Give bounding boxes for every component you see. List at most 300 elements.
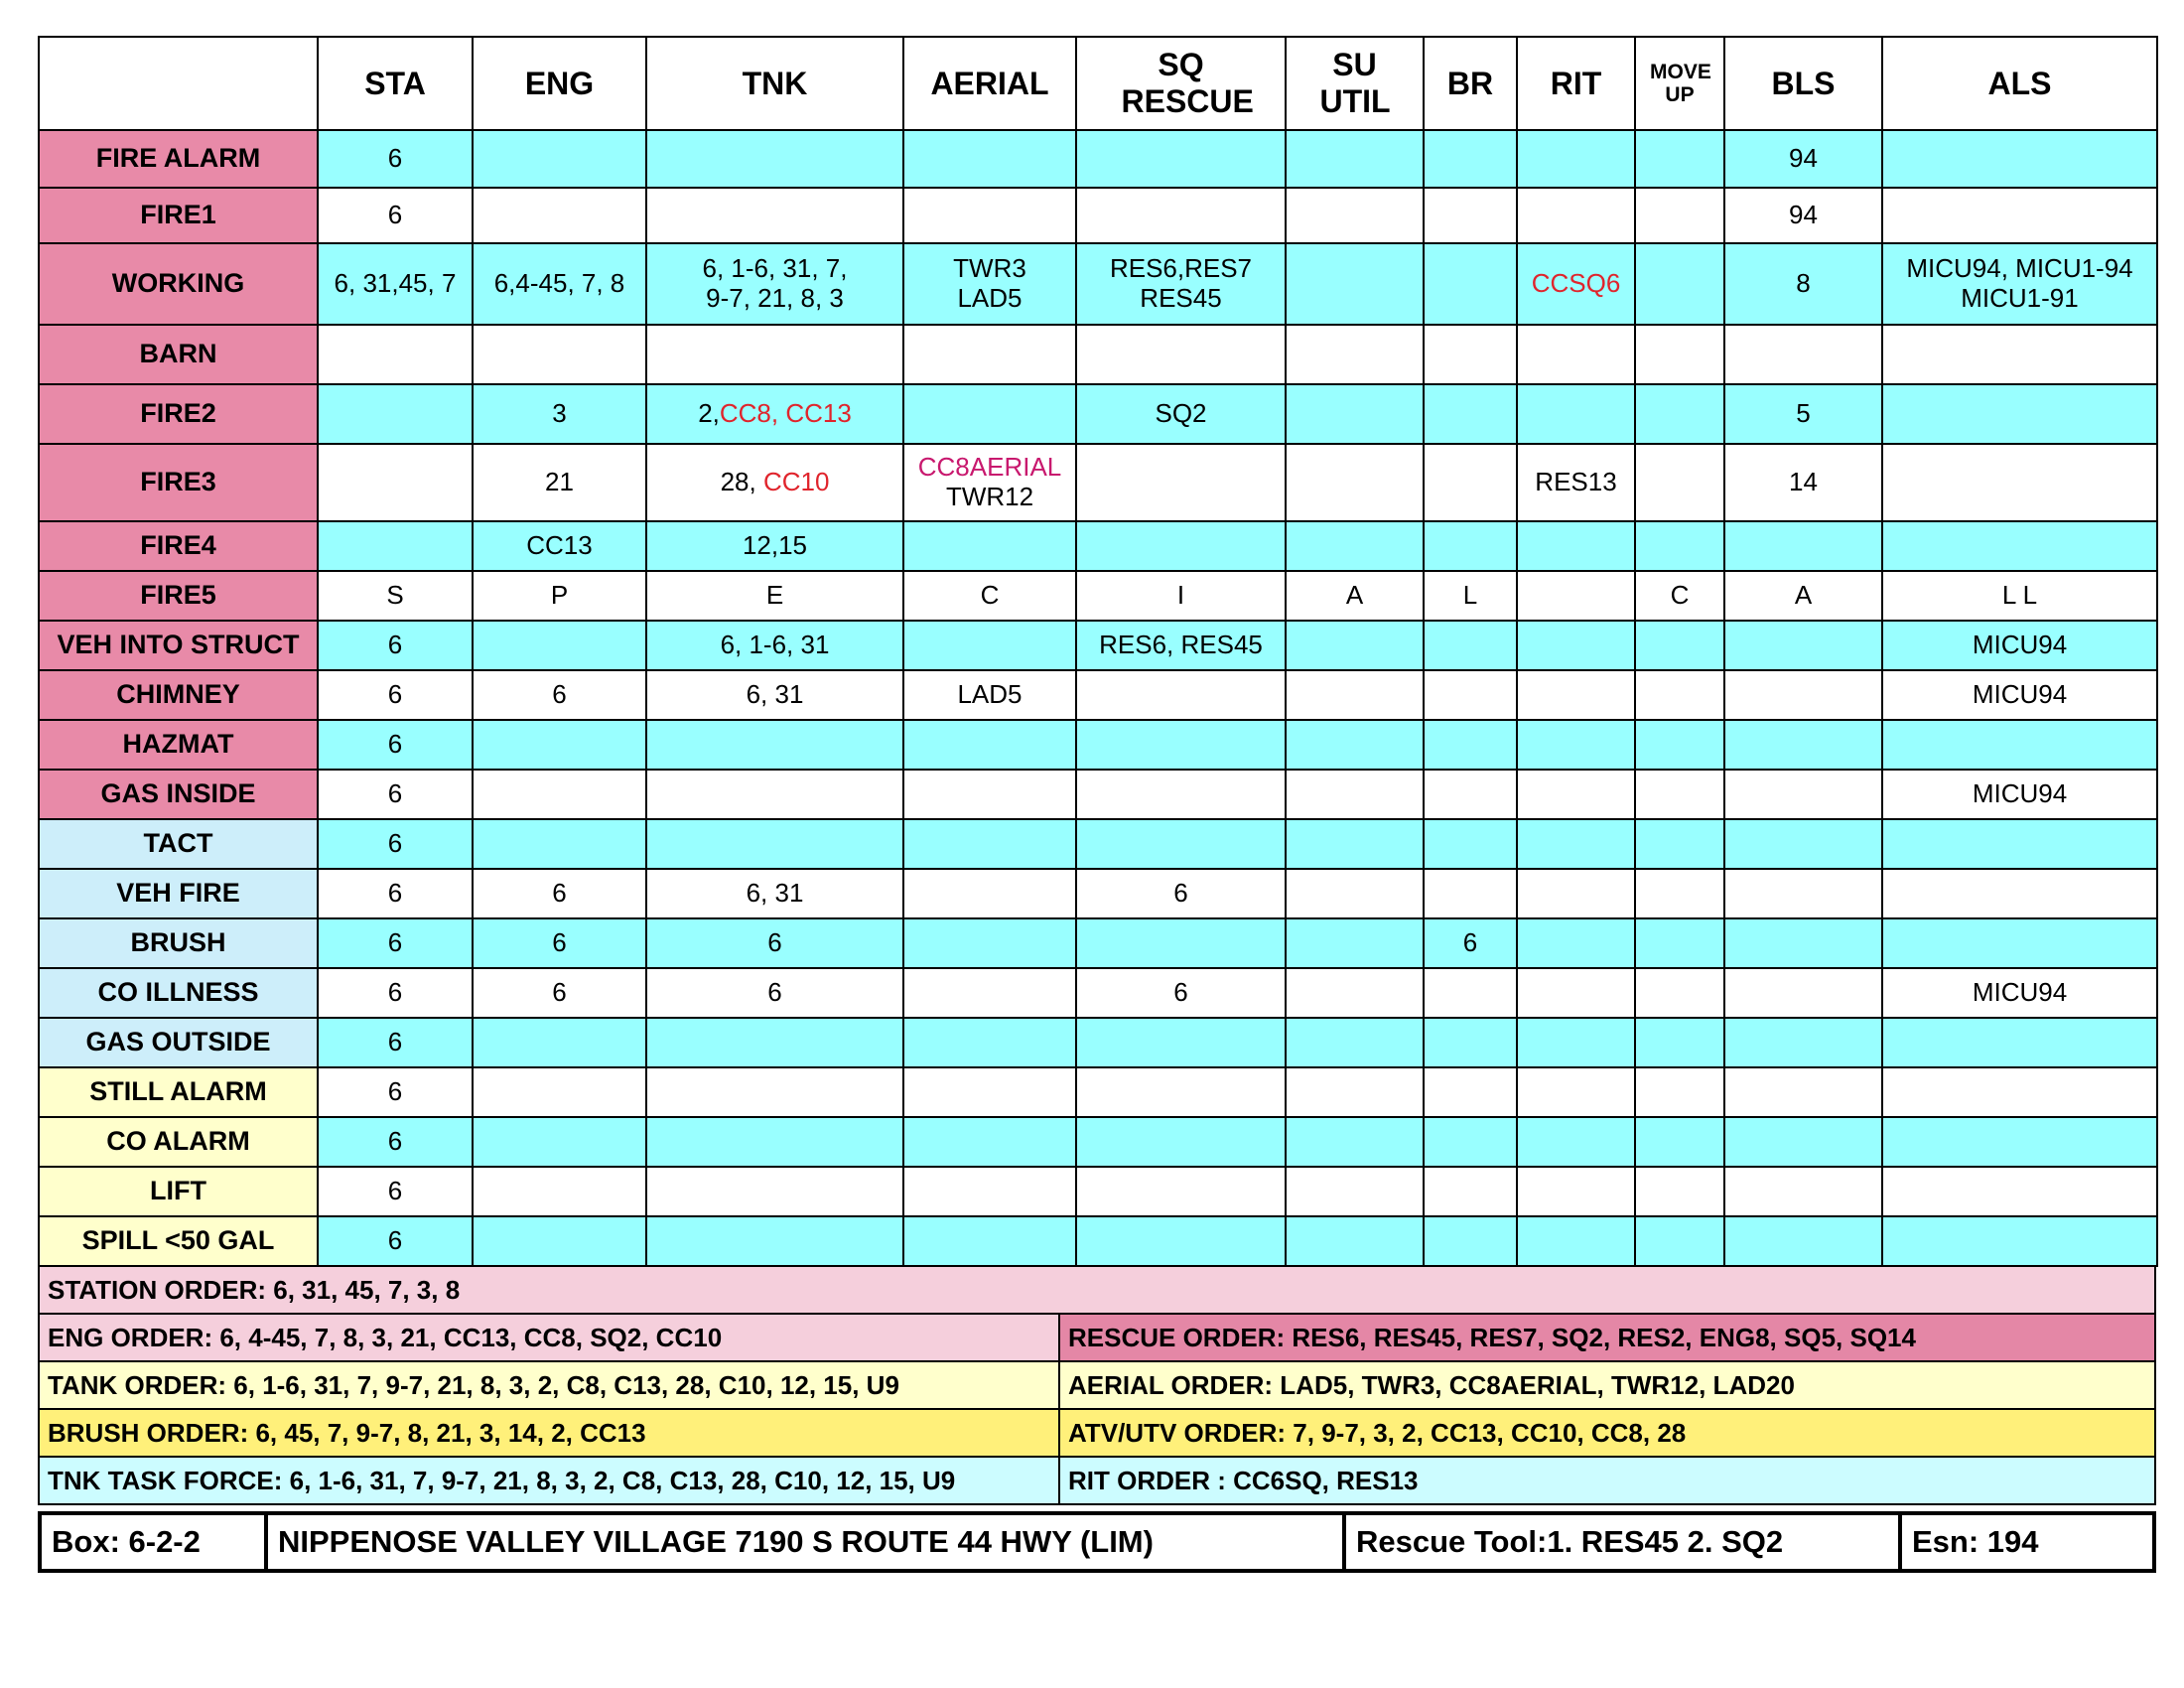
cell-bls xyxy=(1724,918,1882,968)
cell-text: 6 xyxy=(387,977,403,1008)
table-row xyxy=(39,1167,2157,1216)
cell-text-red: CC10 xyxy=(762,467,830,497)
cell-rit xyxy=(1517,1067,1635,1117)
table-row xyxy=(39,384,2157,444)
table-row xyxy=(39,770,2157,819)
cell-aerial xyxy=(903,243,1076,325)
cell-rit xyxy=(1517,130,1635,188)
cell-bls xyxy=(1724,521,1882,571)
cell-text-magenta: CC8AERIAL xyxy=(917,452,1062,483)
cell-als xyxy=(1882,770,2157,819)
cell-tnk xyxy=(646,243,903,325)
cell-br xyxy=(1424,384,1517,444)
cell-sq-rescue xyxy=(1076,571,1286,621)
cell-text: P xyxy=(550,580,569,611)
cell-eng xyxy=(473,325,646,384)
cell-text: 6 xyxy=(1173,878,1188,909)
cell-aerial xyxy=(903,444,1076,521)
cell-als xyxy=(1882,621,2157,670)
cell-text: 6, 31 xyxy=(746,878,804,909)
cell-bls xyxy=(1724,384,1882,444)
table-row xyxy=(39,720,2157,770)
cell-text: 3 xyxy=(552,398,567,429)
cell-su-util xyxy=(1286,1216,1424,1266)
cell-move-up xyxy=(1635,670,1724,720)
cell-move-up xyxy=(1635,1067,1724,1117)
col-header-eng: ENG xyxy=(473,37,646,130)
row-label: VEH INTO STRUCT xyxy=(39,621,318,670)
cell-rit xyxy=(1517,1018,1635,1067)
cell-su-util xyxy=(1286,444,1424,521)
cell-br xyxy=(1424,1216,1517,1266)
table-row xyxy=(39,670,2157,720)
cell-text: RES6, RES45 xyxy=(1099,630,1263,660)
orders-row-1 xyxy=(38,1315,2156,1362)
cell-sq-rescue xyxy=(1076,869,1286,918)
cell-als xyxy=(1882,1117,2157,1167)
cell-aerial xyxy=(903,521,1076,571)
cell-aerial xyxy=(903,130,1076,188)
table-row xyxy=(39,1117,2157,1167)
col-header-bls: BLS xyxy=(1724,37,1882,130)
cell-text: 8 xyxy=(1796,268,1811,299)
cell-text: RES6,RES7 RES45 xyxy=(1109,253,1253,313)
cell-text: 14 xyxy=(1789,467,1818,497)
cell-move-up xyxy=(1635,243,1724,325)
cell-text: 6 xyxy=(387,1225,403,1256)
cell-aerial xyxy=(903,571,1076,621)
cell-bls xyxy=(1724,325,1882,384)
cell-su-util xyxy=(1286,869,1424,918)
cell-tnk xyxy=(646,621,903,670)
cell-rit xyxy=(1517,770,1635,819)
cell-text: 6,4-45, 7, 8 xyxy=(493,268,625,299)
cell-sta xyxy=(318,444,473,521)
cell-tnk xyxy=(646,819,903,869)
cell-eng xyxy=(473,968,646,1018)
cell-sq-rescue xyxy=(1076,918,1286,968)
cell-tnk xyxy=(646,869,903,918)
cell-text: I xyxy=(1176,580,1185,611)
cell-move-up xyxy=(1635,188,1724,243)
cell-aerial xyxy=(903,1167,1076,1216)
row-label: FIRE5 xyxy=(39,571,318,621)
cell-text: 6 xyxy=(387,1076,403,1107)
cell-br xyxy=(1424,130,1517,188)
cell-text: MICU94 xyxy=(1972,679,2068,710)
cell-sq-rescue xyxy=(1076,1067,1286,1117)
cell-br xyxy=(1424,571,1517,621)
cell-br xyxy=(1424,1018,1517,1067)
cell-aerial xyxy=(903,384,1076,444)
cell-text: 6 xyxy=(387,1126,403,1157)
cell-bls xyxy=(1724,444,1882,521)
cell-text: MICU94 xyxy=(1972,630,2068,660)
cell-sta xyxy=(318,1167,473,1216)
cell-text: RES13 xyxy=(1535,467,1617,497)
cell-aerial xyxy=(903,1067,1076,1117)
cell-als xyxy=(1882,968,2157,1018)
cell-text: 2, xyxy=(698,398,720,429)
cell-tnk xyxy=(646,1018,903,1067)
cell-bls xyxy=(1724,243,1882,325)
cell-eng xyxy=(473,1216,646,1266)
cell-br xyxy=(1424,819,1517,869)
cell-text: TWR12 xyxy=(945,482,1034,511)
cell-tnk xyxy=(646,770,903,819)
table-row xyxy=(39,621,2157,670)
cell-move-up xyxy=(1635,571,1724,621)
cell-text: 6 xyxy=(552,679,567,710)
cell-tnk xyxy=(646,521,903,571)
cell-sq-rescue xyxy=(1076,130,1286,188)
cell-sta xyxy=(318,325,473,384)
cell-tnk xyxy=(646,968,903,1018)
cell-rit xyxy=(1517,571,1635,621)
col-header-sta: STA xyxy=(318,37,473,130)
cell-rit xyxy=(1517,670,1635,720)
row-label: GAS OUTSIDE xyxy=(39,1018,318,1067)
cell-text: 6 xyxy=(387,1027,403,1057)
cell-aerial xyxy=(903,1018,1076,1067)
cell-rit xyxy=(1517,444,1635,521)
cell-als xyxy=(1882,918,2157,968)
cell-rit xyxy=(1517,621,1635,670)
cell-rit xyxy=(1517,819,1635,869)
cell-bls xyxy=(1724,1067,1882,1117)
cell-eng xyxy=(473,770,646,819)
cell-text: 6 xyxy=(552,927,567,958)
cell-sta xyxy=(318,918,473,968)
cell-bls xyxy=(1724,869,1882,918)
cell-sta xyxy=(318,621,473,670)
cell-br xyxy=(1424,188,1517,243)
cell-rit xyxy=(1517,869,1635,918)
cell-eng xyxy=(473,130,646,188)
cell-su-util xyxy=(1286,1167,1424,1216)
cell-tnk xyxy=(646,720,903,770)
cell-move-up xyxy=(1635,720,1724,770)
cell-text: C xyxy=(1670,580,1690,611)
cell-als xyxy=(1882,243,2157,325)
cell-su-util xyxy=(1286,918,1424,968)
cell-bls xyxy=(1724,621,1882,670)
table-row xyxy=(39,444,2157,521)
orders-row-2 xyxy=(38,1362,2156,1410)
cell-aerial xyxy=(903,819,1076,869)
cell-text: 6, 31,45, 7 xyxy=(334,268,457,299)
cell-eng xyxy=(473,1067,646,1117)
cell-eng xyxy=(473,869,646,918)
cell-aerial xyxy=(903,188,1076,243)
cell-aerial xyxy=(903,869,1076,918)
cell-rit xyxy=(1517,521,1635,571)
cell-move-up xyxy=(1635,325,1724,384)
cell-text: 6 xyxy=(387,828,403,859)
cell-tnk xyxy=(646,1216,903,1266)
cell-su-util xyxy=(1286,325,1424,384)
col-header-su-util: SU UTIL xyxy=(1286,37,1424,130)
cell-als xyxy=(1882,1167,2157,1216)
brush-order: BRUSH ORDER: 6, 45, 7, 9-7, 8, 21, 3, 14, 2, CC13 xyxy=(38,1410,1060,1458)
cell-br xyxy=(1424,1167,1517,1216)
cell-sta xyxy=(318,1067,473,1117)
cell-sq-rescue xyxy=(1076,243,1286,325)
cell-move-up xyxy=(1635,869,1724,918)
cell-text: 6, 1-6, 31 xyxy=(720,630,830,660)
cell-als xyxy=(1882,720,2157,770)
cell-text: 6 xyxy=(1173,977,1188,1008)
cell-rit xyxy=(1517,325,1635,384)
cell-aerial xyxy=(903,621,1076,670)
cell-bls xyxy=(1724,819,1882,869)
cell-sta xyxy=(318,968,473,1018)
col-header-aerial: AERIAL xyxy=(903,37,1076,130)
cell-br xyxy=(1424,670,1517,720)
cell-als xyxy=(1882,130,2157,188)
cell-eng xyxy=(473,444,646,521)
cell-sta xyxy=(318,819,473,869)
cell-tnk xyxy=(646,444,903,521)
cell-rit xyxy=(1517,968,1635,1018)
row-label: STILL ALARM xyxy=(39,1067,318,1117)
row-label: FIRE2 xyxy=(39,384,318,444)
cell-su-util xyxy=(1286,720,1424,770)
cell-sq-rescue xyxy=(1076,188,1286,243)
cell-text: 6 xyxy=(387,927,403,958)
row-label: CO ALARM xyxy=(39,1117,318,1167)
cell-tnk xyxy=(646,384,903,444)
row-label: LIFT xyxy=(39,1167,318,1216)
footer-bar xyxy=(38,1511,2156,1573)
cell-als xyxy=(1882,571,2157,621)
cell-rit xyxy=(1517,1216,1635,1266)
cell-rit xyxy=(1517,720,1635,770)
cell-text: CC13 xyxy=(526,530,593,561)
station-order: STATION ORDER: 6, 31, 45, 7, 3, 8 xyxy=(38,1267,2156,1315)
cell-su-util xyxy=(1286,819,1424,869)
cell-eng xyxy=(473,819,646,869)
header-row xyxy=(39,37,2157,130)
cell-br xyxy=(1424,243,1517,325)
cell-move-up xyxy=(1635,384,1724,444)
table-row xyxy=(39,1216,2157,1266)
row-label: BARN xyxy=(39,325,318,384)
cell-eng xyxy=(473,384,646,444)
cell-su-util xyxy=(1286,130,1424,188)
cell-bls xyxy=(1724,1117,1882,1167)
eng-order: ENG ORDER: 6, 4-45, 7, 8, 3, 21, CC13, CC8, SQ2, CC10 xyxy=(38,1315,1060,1362)
cell-sta xyxy=(318,720,473,770)
cell-eng xyxy=(473,720,646,770)
location-address: NIPPENOSE VALLEY VILLAGE 7190 S ROUTE 44 HWY (LIM) xyxy=(268,1515,1346,1569)
cell-sq-rescue xyxy=(1076,1018,1286,1067)
cell-move-up xyxy=(1635,1018,1724,1067)
cell-tnk xyxy=(646,918,903,968)
cell-bls xyxy=(1724,571,1882,621)
cell-als xyxy=(1882,819,2157,869)
cell-su-util xyxy=(1286,621,1424,670)
cell-bls xyxy=(1724,670,1882,720)
row-label: CHIMNEY xyxy=(39,670,318,720)
cell-bls xyxy=(1724,1216,1882,1266)
cell-sta xyxy=(318,869,473,918)
cell-sq-rescue xyxy=(1076,521,1286,571)
cell-move-up xyxy=(1635,521,1724,571)
cell-rit xyxy=(1517,384,1635,444)
cell-text: E xyxy=(765,580,784,611)
cell-su-util xyxy=(1286,521,1424,571)
row-label: FIRE3 xyxy=(39,444,318,521)
cell-br xyxy=(1424,720,1517,770)
cell-sta xyxy=(318,243,473,325)
cell-sq-rescue xyxy=(1076,670,1286,720)
cell-text: 6 xyxy=(387,778,403,809)
cell-text: 6 xyxy=(387,630,403,660)
cell-sta xyxy=(318,1018,473,1067)
cell-move-up xyxy=(1635,1167,1724,1216)
table-row xyxy=(39,819,2157,869)
cell-br xyxy=(1424,968,1517,1018)
col-header-rit: RIT xyxy=(1517,37,1635,130)
row-label: FIRE4 xyxy=(39,521,318,571)
cell-text: SQ2 xyxy=(1155,398,1207,429)
row-label: FIRE ALARM xyxy=(39,130,318,188)
cell-als xyxy=(1882,869,2157,918)
esn-number: Esn: 194 xyxy=(1912,1524,2039,1559)
col-header-als: ALS xyxy=(1882,37,2157,130)
cell-als xyxy=(1882,521,2157,571)
cell-text: C xyxy=(980,580,1000,611)
cell-br xyxy=(1424,770,1517,819)
cell-sta xyxy=(318,188,473,243)
cell-rit xyxy=(1517,243,1635,325)
cell-eng xyxy=(473,1167,646,1216)
cell-tnk xyxy=(646,1167,903,1216)
row-label: SPILL <50 GAL xyxy=(39,1216,318,1266)
cell-text: 6 xyxy=(767,927,782,958)
cell-rit xyxy=(1517,188,1635,243)
row-label: HAZMAT xyxy=(39,720,318,770)
cell-bls xyxy=(1724,188,1882,243)
cell-text: MICU94 xyxy=(1972,977,2068,1008)
cell-eng xyxy=(473,918,646,968)
cell-su-util xyxy=(1286,243,1424,325)
cell-sq-rescue xyxy=(1076,325,1286,384)
cell-eng xyxy=(473,621,646,670)
cell-move-up xyxy=(1635,819,1724,869)
box-number: Box: 6-2-2 xyxy=(42,1515,268,1569)
cell-sta xyxy=(318,521,473,571)
cell-eng xyxy=(473,521,646,571)
cell-br xyxy=(1424,918,1517,968)
cell-text: 6 xyxy=(1462,927,1478,958)
cell-aerial xyxy=(903,325,1076,384)
cell-move-up xyxy=(1635,918,1724,968)
cell-text: A xyxy=(1794,580,1813,611)
cell-text: 94 xyxy=(1789,143,1818,174)
table-row xyxy=(39,571,2157,621)
cell-aerial xyxy=(903,918,1076,968)
cell-als xyxy=(1882,1018,2157,1067)
cell-text: 6 xyxy=(387,1176,403,1206)
rescue-order: RESCUE ORDER: RES6, RES45, RES7, SQ2, RES2, ENG8, SQ5, SQ14 xyxy=(1060,1315,2156,1362)
cell-br xyxy=(1424,1067,1517,1117)
row-label: GAS INSIDE xyxy=(39,770,318,819)
cell-aerial xyxy=(903,968,1076,1018)
cell-move-up xyxy=(1635,770,1724,819)
cell-move-up xyxy=(1635,444,1724,521)
cell-rit xyxy=(1517,918,1635,968)
cell-text: 5 xyxy=(1796,398,1811,429)
tank-order: TANK ORDER: 6, 1-6, 31, 7, 9-7, 21, 8, 3, 2, C8, C13, 28, C10, 12, 15, U9 xyxy=(38,1362,1060,1410)
cell-text: 6 xyxy=(387,679,403,710)
cell-eng xyxy=(473,243,646,325)
cell-text: 12,15 xyxy=(742,530,808,561)
cell-sta xyxy=(318,384,473,444)
cell-br xyxy=(1424,621,1517,670)
cell-bls xyxy=(1724,968,1882,1018)
cell-text: TWR3 LAD5 xyxy=(953,253,1026,313)
row-label: CO ILLNESS xyxy=(39,968,318,1018)
cell-als xyxy=(1882,325,2157,384)
cell-br xyxy=(1424,325,1517,384)
col-header-sq-rescue: SQ RESCUE xyxy=(1076,37,1286,130)
cell-sta xyxy=(318,770,473,819)
cell-als xyxy=(1882,1216,2157,1266)
cell-su-util xyxy=(1286,770,1424,819)
cell-move-up xyxy=(1635,130,1724,188)
cell-als xyxy=(1882,1067,2157,1117)
table-row xyxy=(39,1018,2157,1067)
cell-text: 28, xyxy=(720,467,763,497)
cell-tnk xyxy=(646,325,903,384)
cell-su-util xyxy=(1286,1018,1424,1067)
cell-text: 6, 31 xyxy=(746,679,804,710)
cell-text: S xyxy=(386,580,404,611)
cell-sq-rescue xyxy=(1076,968,1286,1018)
cell-text: 6 xyxy=(387,729,403,760)
cell-sq-rescue xyxy=(1076,621,1286,670)
row-label: FIRE1 xyxy=(39,188,318,243)
col-header-blank xyxy=(39,37,318,130)
table-row xyxy=(39,325,2157,384)
orders-row-4 xyxy=(38,1458,2156,1505)
cell-bls xyxy=(1724,130,1882,188)
aerial-order: AERIAL ORDER: LAD5, TWR3, CC8AERIAL, TWR12, LAD20 xyxy=(1060,1362,2156,1410)
cell-tnk xyxy=(646,1117,903,1167)
cell-sta xyxy=(318,130,473,188)
cell-bls xyxy=(1724,720,1882,770)
run-card-sheet xyxy=(38,36,2156,1573)
cell-text: 6 xyxy=(387,143,403,174)
cell-text: 6 xyxy=(767,977,782,1008)
row-label: BRUSH xyxy=(39,918,318,968)
col-header-br: BR xyxy=(1424,37,1517,130)
table-row xyxy=(39,918,2157,968)
cell-move-up xyxy=(1635,621,1724,670)
cell-text: 21 xyxy=(545,467,574,497)
col-header-tnk: TNK xyxy=(646,37,903,130)
cell-bls xyxy=(1724,770,1882,819)
rescue-tool: Rescue Tool:1. RES45 2. SQ2 xyxy=(1346,1515,1902,1569)
cell-rit xyxy=(1517,1167,1635,1216)
cell-su-util xyxy=(1286,968,1424,1018)
cell-rit xyxy=(1517,1117,1635,1167)
cell-eng xyxy=(473,571,646,621)
cell-als xyxy=(1882,670,2157,720)
cell-sq-rescue xyxy=(1076,384,1286,444)
